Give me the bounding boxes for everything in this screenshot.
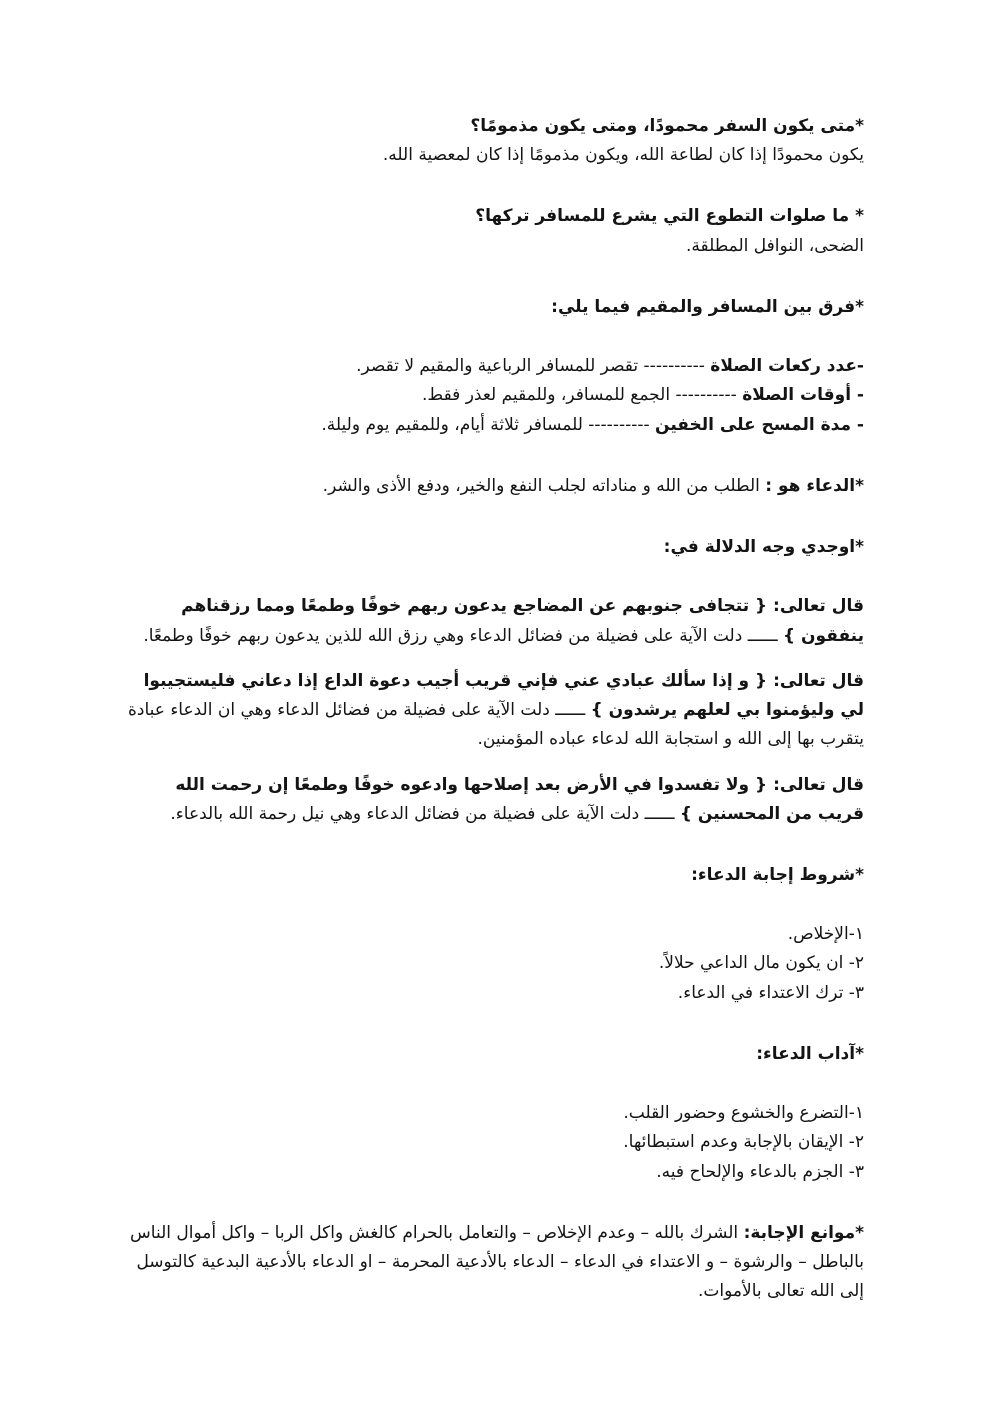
comparison-row xyxy=(128,411,864,440)
etiquette-item: ٢- الإيقان بالإجابة وعدم استبطائها. xyxy=(623,1132,864,1153)
verse-text: قال تعالى: { و إذا سألك عبادي عني فإني قريب أجيب دعوة الداع إذا دعاني فليستجيبوا لي وليؤمنوا بي لعلهم يرشدون } xyxy=(143,670,864,721)
dua-definition-text: الطلب من الله و مناداته لجلب النفع والخير، ودفع الأذى والشر. xyxy=(322,475,760,496)
comparison-row-label: -عدد ركعات الصلاة xyxy=(710,356,864,377)
verse-text: قال تعالى: { ولا تفسدوا في الأرض بعد إصلاحها وادعوه خوفًا وطمعًا إن رحمت الله قريب من المحسنين } xyxy=(175,774,864,824)
etiquette-title: *آداب الدعاء: xyxy=(756,1043,864,1064)
question-voluntary-prayers: * ما صلوات التطوع التي يشرع للمسافر تركها؟ xyxy=(475,206,864,227)
condition-item: ٢- ان يكون مال الداعي حلالاً. xyxy=(658,953,864,974)
comparison-row-label: - مدة المسح على الخفين xyxy=(655,414,864,435)
comparison-row-value: للمسافر ثلاثة أيام، وللمقيم يوم وليلة. xyxy=(321,414,583,435)
comparison-rows xyxy=(128,352,864,440)
comparison-row xyxy=(128,352,864,381)
condition-item: ١-الإخلاص. xyxy=(787,924,864,945)
answer-travel-praiseworthy: يكون محمودًا إذا كان لطاعة الله، ويكون مذمومًا إذا كان لمعصية الله. xyxy=(382,145,864,166)
separator-line: ــــــ xyxy=(644,803,675,824)
separator-line: ــــــ xyxy=(747,625,778,646)
dua-definition xyxy=(128,472,864,501)
comparison-row-dashes: ---------- xyxy=(588,414,650,435)
etiquette-item: ٣- الجزم بالدعاء والإلحاح فيه. xyxy=(656,1161,864,1182)
preventers-text: الشرك بالله – وعدم الإخلاص – والتعامل بالحرام كالغش واكل الربا – واكل أموال الناس بالباطل – والرشوة – و الاعتداء في الدعاء – الدعاء بالأدعية المحرمة – او الدعاء بالأدعية البدعية كالتوسل إلى الله تعالى بالأموات. xyxy=(130,1222,864,1302)
separator-line: ــــــ xyxy=(555,700,586,721)
preventers-label: *موانع الإجابة: xyxy=(743,1222,864,1243)
answer-voluntary-prayers: الضحى، النوافل المطلقة. xyxy=(685,235,864,256)
comparison-row-dashes: ---------- xyxy=(643,356,705,377)
comparison-row xyxy=(128,381,864,410)
verse-quotes xyxy=(128,592,864,829)
comparison-row-value: الجمع للمسافر، وللمقيم لعذر فقط. xyxy=(422,385,671,406)
preventers-paragraph xyxy=(128,1219,864,1307)
comparison-row-dashes: ---------- xyxy=(675,385,737,406)
verse-quote xyxy=(128,771,864,829)
conditions-title: *شروط إجابة الدعاء: xyxy=(691,864,864,885)
verse-explanation: دلت الآية على فضيلة من فضائل الدعاء وهي رزق الله للذين يدعون ربهم خوفًا وطمعًا. xyxy=(143,625,743,646)
etiquette-list xyxy=(128,1099,864,1187)
comparison-row-value: تقصر للمسافر الرباعية والمقيم لا تقصر. xyxy=(356,356,639,377)
condition-item: ٣- ترك الاعتداء في الدعاء. xyxy=(677,982,864,1003)
verse-quote xyxy=(128,592,864,650)
comparison-title: *فرق بين المسافر والمقيم فيما يلي: xyxy=(551,296,864,317)
verse-explanation: دلت الآية على فضيلة من فضائل الدعاء وهي نيل رحمة الله بالدعاء. xyxy=(170,803,640,824)
verse-explanation: دلت الآية على فضيلة من فضائل الدعاء وهي ان الدعاء عبادة يتقرب بها إلى الله و استجابة الله لدعاء عباده المؤمنين. xyxy=(127,700,864,750)
verse-text: قال تعالى: { تتجافى جنوبهم عن المضاجع يدعون ربهم خوفًا وطمعًا ومما رزقناهم ينفقون } xyxy=(181,596,864,646)
conditions-list xyxy=(128,920,864,1008)
etiquette-item: ١-التضرع والخشوع وحضور القلب. xyxy=(623,1103,864,1124)
evidence-section-title: *اوجدي وجه الدلالة في: xyxy=(663,537,864,558)
comparison-row-label: - أوقات الصلاة xyxy=(742,385,864,406)
dua-definition-label: *الدعاء هو : xyxy=(765,475,864,496)
verse-quote xyxy=(128,667,864,755)
question-travel-praiseworthy: *متى يكون السفر محمودًا، ومتى يكون مذمومًا؟ xyxy=(470,116,864,136)
